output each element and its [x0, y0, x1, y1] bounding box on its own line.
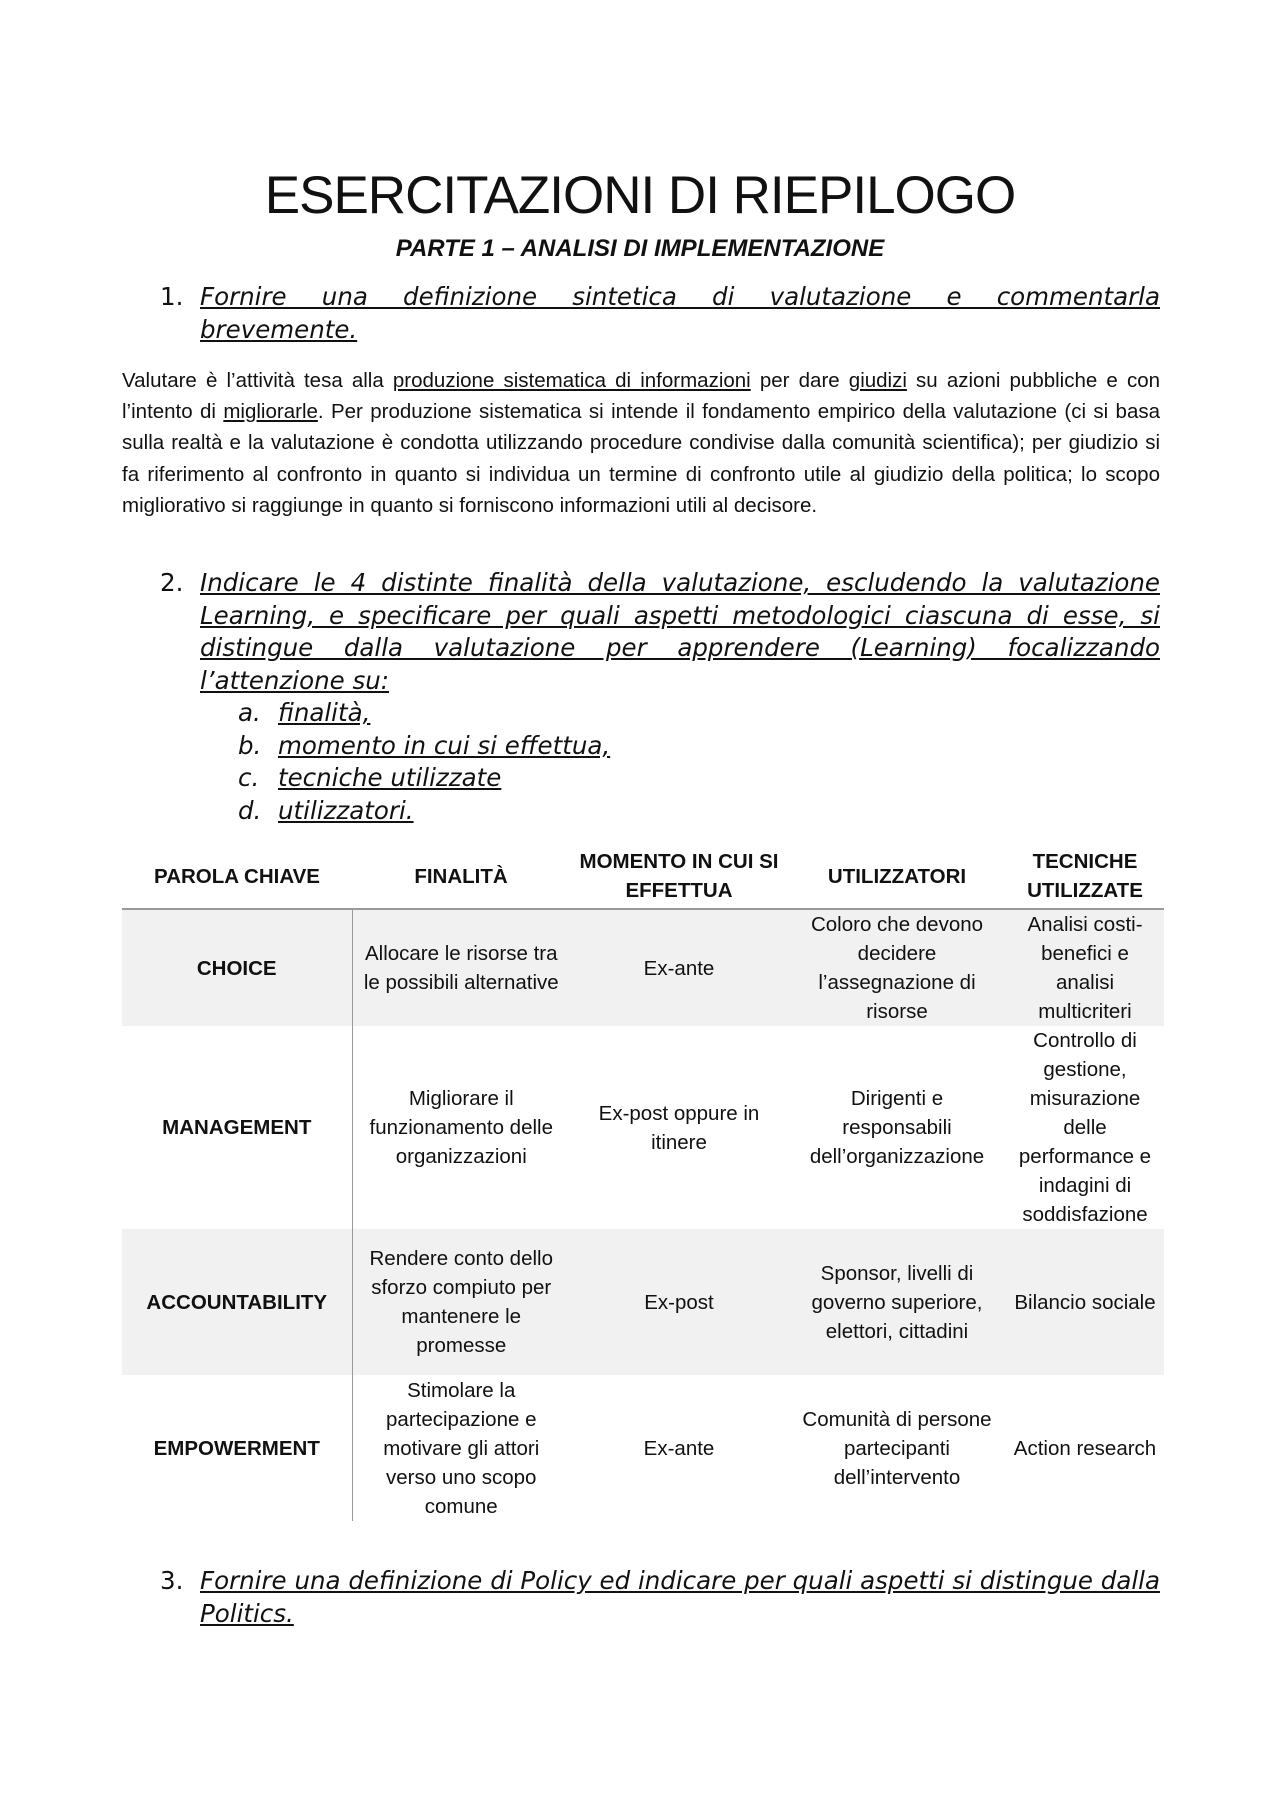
sub-item-letter: b.: [238, 730, 262, 760]
table-cell: Stimolare la partecipazione e motivare gli attori verso uno scopo comune: [383, 1378, 540, 1518]
column-header: TECNICHE UTILIZZATE: [1006, 844, 1164, 909]
sub-item-text: utilizzatori.: [278, 795, 414, 825]
question-3: [160, 1565, 1160, 1630]
column-header: FINALITÀ: [352, 844, 570, 909]
table-cell-key: EMPOWERMENT: [122, 1375, 352, 1521]
question-sub-item: [238, 730, 610, 763]
table-cell: Ex-ante: [643, 1436, 715, 1460]
table-cell: Comunità di persone partecipanti dell’intervento: [802, 1407, 992, 1489]
answer-underlined-text: produzione sistematica di informazioni: [392, 369, 751, 392]
table-cell: Sponsor, livelli di governo superiore, elettori, cittadini: [788, 1229, 1006, 1375]
sub-item-text: finalità,: [278, 698, 371, 727]
table-cell: Allocare le risorse tra le possibili alternative: [352, 909, 570, 1026]
table-cell: Controllo di gestione, misurazione delle performance e indagini di soddisfazione: [1018, 1029, 1152, 1226]
column-header: MOMENTO IN CUI SI EFFETTUA: [570, 844, 788, 909]
table-cell: Coloro che devono decidere l’assegnazione di risorse: [788, 909, 1006, 1026]
sub-item-text: momento in cui si effettua,: [278, 730, 611, 760]
question-sub-item: [238, 795, 414, 828]
table-row: [122, 1026, 1164, 1229]
answer-underlined-text: giudizi: [848, 369, 907, 392]
answer-text: Valutare è l’attività tesa alla: [122, 369, 393, 392]
answer-text: . Per produzione sistematica si intende il fondamento empirico della valutazione (ci si basa sulla realtà e la valutazione è condotta utilizzando procedure condivise dalla comunità scientifica); per giudizio si fa riferimento al confronto in quanto si individua un termine di confronto utile al giudizio della politica; lo scopo migliorativo si raggiunge in quanto si forniscono informazioni utili al decisore.: [122, 400, 1160, 517]
table-cell: Action research: [1013, 1436, 1157, 1460]
sub-item-letter: a.: [238, 698, 261, 727]
question-number: 1.: [160, 282, 184, 311]
question-text: Indicare le 4 distinte finalità della valutazione, escludendo la valutazione Learning, e specificare per quali aspetti metodologici ciascuna di esse, si distingue dalla valutazione per apprendere (Learning) focalizzando l’attenzione su:: [200, 568, 1160, 695]
table-cell: Ex-post: [570, 1229, 788, 1375]
question-text: Fornire una definizione di Policy ed indicare per quali aspetti si distingue dalla Politics.: [200, 1566, 1160, 1628]
table-cell-key: ACCOUNTABILITY: [122, 1229, 352, 1375]
sub-item-letter: c.: [238, 763, 260, 792]
table-cell: Ex-ante: [570, 909, 788, 1026]
question-number: 2.: [160, 568, 184, 597]
table-row: [122, 1375, 1164, 1521]
table-cell: Ex-post oppure in itinere: [598, 1101, 760, 1154]
question-text-line-2: brevemente.: [200, 314, 358, 344]
question-sub-item: [238, 762, 501, 795]
table-cell-key: CHOICE: [122, 909, 352, 1026]
answer-paragraph: [122, 365, 1160, 521]
question-text-line-1: Fornire una definizione sintetica di valutazione e commentarla: [200, 282, 1160, 311]
evaluation-table: [122, 844, 1164, 1521]
column-header: PAROLA CHIAVE: [122, 844, 352, 909]
answer-underlined-text: migliorarle: [223, 400, 318, 424]
question-number: 3.: [160, 1566, 184, 1595]
page-title: ESERCITAZIONI DI RIEPILOGO: [264, 166, 1016, 225]
table-row: [122, 909, 1164, 1026]
table-cell-key: MANAGEMENT: [122, 1026, 352, 1229]
table-header-row: [122, 844, 1164, 909]
sub-item-letter: d.: [238, 795, 262, 825]
column-header: UTILIZZATORI: [788, 844, 1006, 909]
table-cell: Migliorare il funzionamento delle organizzazioni: [369, 1087, 553, 1168]
table-row: [122, 1229, 1164, 1375]
answer-text: su azioni pubbliche e con l’intento di: [122, 369, 1160, 424]
sub-item-text: tecniche utilizzate: [278, 763, 502, 792]
question-1: [160, 281, 1160, 346]
page-subtitle: PARTE 1 – ANALISI DI IMPLEMENTAZIONE: [395, 235, 885, 262]
table-cell: Rendere conto dello sforzo compiuto per mantenere le promesse: [352, 1229, 570, 1375]
answer-text: per dare: [750, 369, 849, 392]
table-cell: Analisi costi-benefici e analisi multicriteri: [1006, 909, 1164, 1026]
table-cell: Dirigenti e responsabili dell’organizzazione: [809, 1087, 985, 1168]
question-2: [160, 567, 1160, 697]
question-sub-item: [238, 697, 370, 730]
table-cell: Bilancio sociale: [1006, 1229, 1164, 1375]
